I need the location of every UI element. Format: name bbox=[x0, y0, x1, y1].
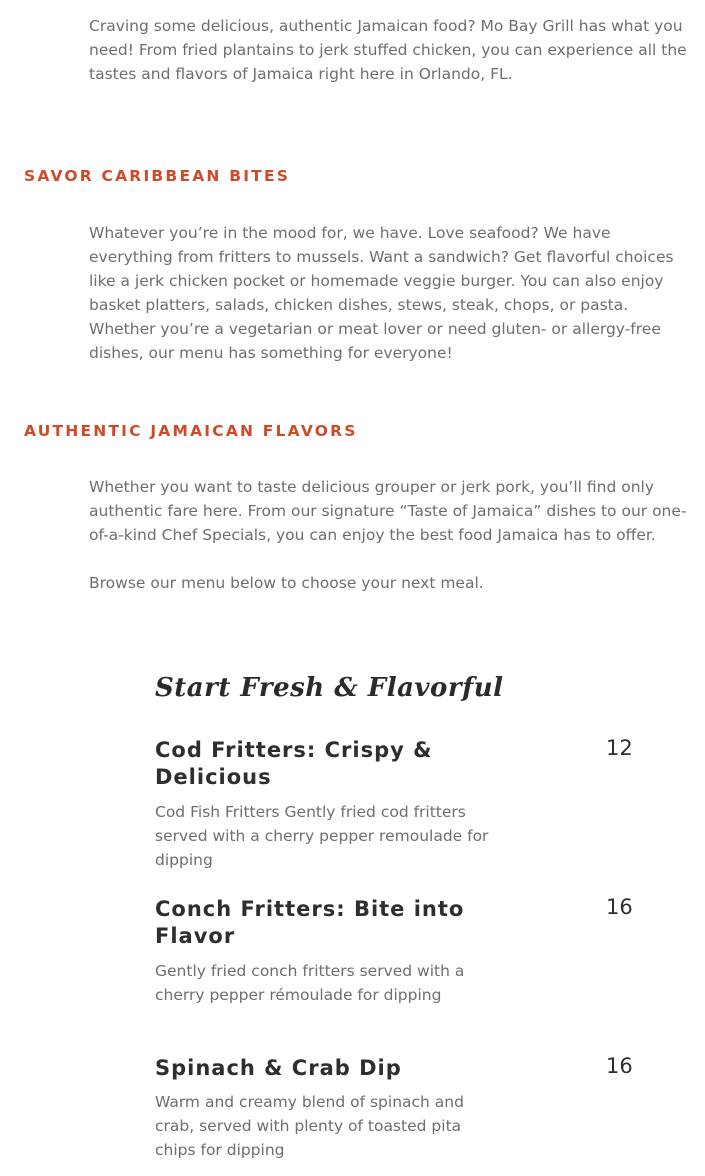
menu-item-price: 12 bbox=[606, 736, 633, 760]
menu-item-description: Gently fried conch fritters served with a cherry pepper rémoulade for dipping bbox=[155, 962, 465, 1004]
menu-item-description: Warm and creamy blend of spinach and crab, served with plenty of toasted pita chips for dipping bbox=[155, 1093, 464, 1159]
menu-item-name: Conch Fritters: Bite into Flavor bbox=[155, 897, 465, 948]
menu-category-title: Start Fresh & Flavorful bbox=[155, 673, 504, 703]
section-heading-authentic-jamaican-flavors: AUTHENTIC JAMAICAN FLAVORS bbox=[24, 422, 358, 440]
authentic-jamaican-flavors-paragraph: Whether you want to taste delicious grouper or jerk pork, you’ll find only authentic fare here. From our signature “Taste of Jamaica” dishes to our one-of-a-kind Chef Specials, you can enjoy the best food Jamaica has to offer. bbox=[89, 478, 687, 544]
menu-item-price: 16 bbox=[606, 1054, 633, 1078]
menu-item-description: Cod Fish Fritters Gently fried cod fritters served with a cherry pepper remoulade for dipping bbox=[155, 803, 489, 869]
savor-caribbean-bites-paragraph: Whatever you’re in the mood for, we have. Love seafood? We have everything from fritters to mussels. Want a sandwich? Get flavorful choices like a jerk chicken pocket or homemade veggie burger. You can also enjoy basket platters, salads, chicken dishes, stews, steak, chops, or pasta. Whether you’re a vegetarian or meat lover or need gluten- or allergy-free dishes, our menu has something for everyone! bbox=[89, 224, 674, 362]
menu-item-price: 16 bbox=[606, 895, 633, 919]
menu-item-name: Spinach & Crab Dip bbox=[155, 1056, 402, 1080]
browse-menu-paragraph: Browse our menu below to choose your next meal. bbox=[89, 574, 484, 592]
section-heading-savor-caribbean-bites: SAVOR CARIBBEAN BITES bbox=[24, 167, 291, 185]
menu-item-name: Cod Fritters: Crispy & Delicious bbox=[155, 738, 433, 789]
intro-paragraph: Craving some delicious, authentic Jamaican food? Mo Bay Grill has what you need! From fried plantains to jerk stuffed chicken, you can experience all the tastes and flavors of Jamaica right here in Orlando, FL. bbox=[89, 17, 687, 83]
